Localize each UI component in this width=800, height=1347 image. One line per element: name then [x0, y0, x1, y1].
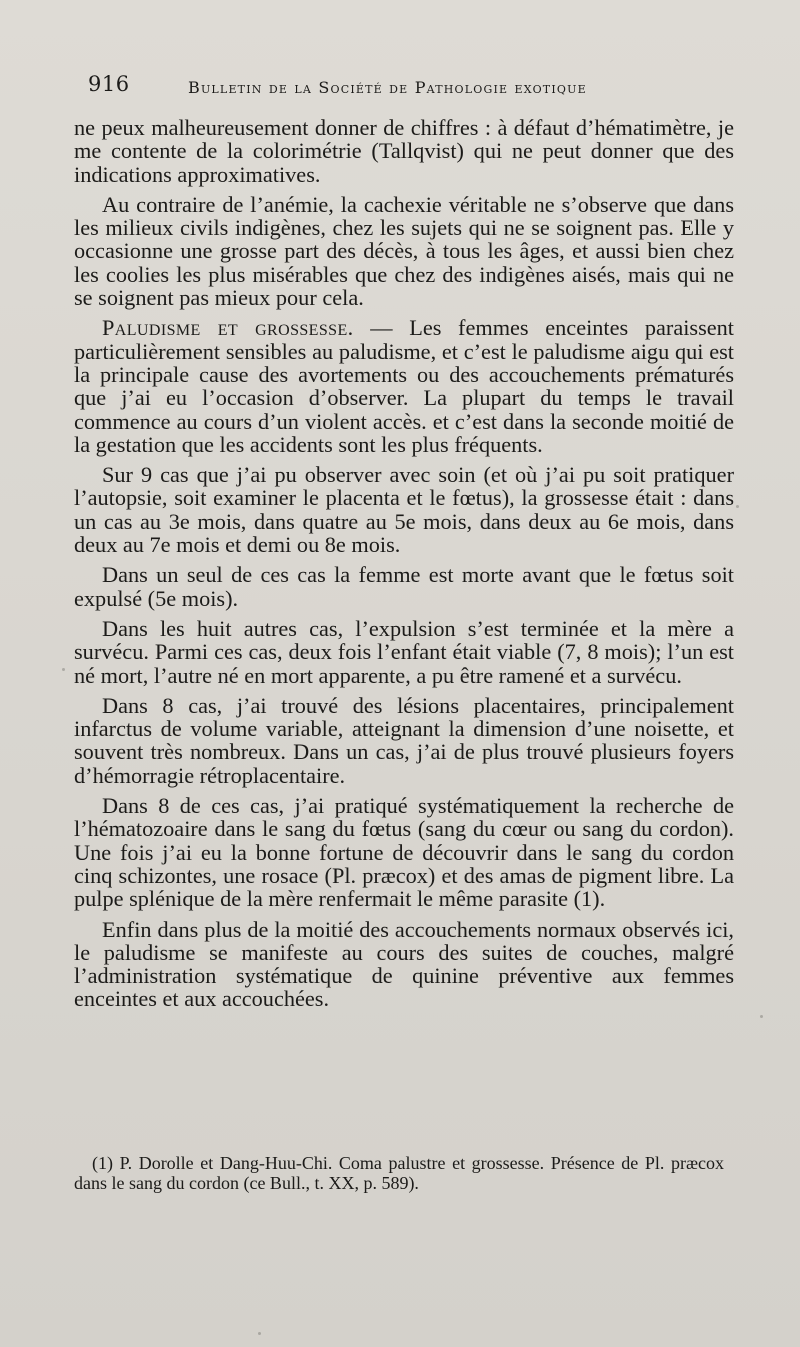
paragraph: ne peux malheureusement donner de chiffres : à défaut d’hématimètre, je me contente de la colorimétrie (Tallqvist) qui ne peut donner que des indications approximatives.: [74, 115, 734, 187]
running-head: Bulletin de la Société de Pathologie exotique: [188, 78, 587, 97]
scan-speck: [736, 505, 739, 508]
paragraph: Dans un seul de ces cas la femme est morte avant que le fœtus soit expulsé (5e mois).: [74, 562, 734, 611]
paragraph: Au contraire de l’anémie, la cachexie véritable ne s’observe que dans les milieux civils indigènes, chez les sujets qui ne se soignent pas. Elle y occasionne une grosse part des décès, à tous les âges, et aussi bien chez les coolies les plus misérables que chez des indigènes aisés, mais qui ne se soignent pas mieux pour cela.: [74, 191, 734, 311]
footnote-text: (1) P. Dorolle et Dang-Huu-Chi. Coma palustre et grossesse. Présence de Pl. præcox dans le sang du cordon (ce Bull., t. XX, p. 589).: [74, 1153, 724, 1193]
scan-speck: [760, 1015, 763, 1018]
paragraph: Dans 8 de ces cas, j’ai pratiqué systématiquement la recherche de l’hématozoaire dans le sang du fœtus (sang du cœur ou sang du cordon). Une fois j’ai eu la bonne fortune de découvrir dans le sang du cordon cinq schizontes, une rosace (Pl. præcox) et des amas de pigment libre. La pulpe splénique de la mère renfermait le même parasite (1).: [74, 793, 734, 912]
paragraph: Sur 9 cas que j’ai pu observer avec soin (et où j’ai pu soit pratiquer l’autopsie, soit examiner le placenta et le fœtus), la grossesse était : dans un cas au 3e mois, dans quatre au 5e mois, dans deux au 6e mois, dans deux au 7e mois et demi ou 8e mois.: [74, 462, 734, 558]
scan-speck: [258, 1332, 261, 1335]
paragraph-text: — Les femmes enceintes paraissent particulièrement sensibles au paludisme, et c’est le paludisme aigu qui est la principale cause des avortements ou des accouchements prématurés que j’ai eu l’occasion d’observer. La plupart du temps le travail commence au cours d’un violent accès. et c’est dans la seconde moitié de la gestation que les accidents sont les plus fréquents.: [74, 315, 735, 457]
page-number: 916: [88, 72, 130, 96]
article-body: [74, 116, 734, 1018]
section-heading: Paludisme et grossesse.: [102, 315, 354, 341]
footnote: [74, 1153, 724, 1193]
page-header: [88, 72, 748, 106]
paragraph: Dans les huit autres cas, l’expulsion s’est terminée et la mère a survécu. Parmi ces cas, deux fois l’enfant était viable (7, 8 mois); l’un est né mort, l’autre né en mort apparente, a pu être ramené et a survécu.: [74, 615, 734, 688]
scan-speck: [62, 668, 65, 671]
paragraph-section-start: [74, 316, 734, 456]
paragraph: Enfin dans plus de la moitié des accouchements normaux observés ici, le paludisme se manifeste au cours des suites de couches, malgré l’administration systématique de quinine préventive aux femmes enceintes et aux accouchées.: [74, 916, 734, 1012]
paragraph: Dans 8 cas, j’ai trouvé des lésions placentaires, principalement infarctus de volume variable, atteignant la dimension d’une noisette, et souvent très nombreux. Dans un cas, j’ai de plus trouvé plusieurs foyers d’hémorragie rétroplacentaire.: [74, 692, 734, 788]
